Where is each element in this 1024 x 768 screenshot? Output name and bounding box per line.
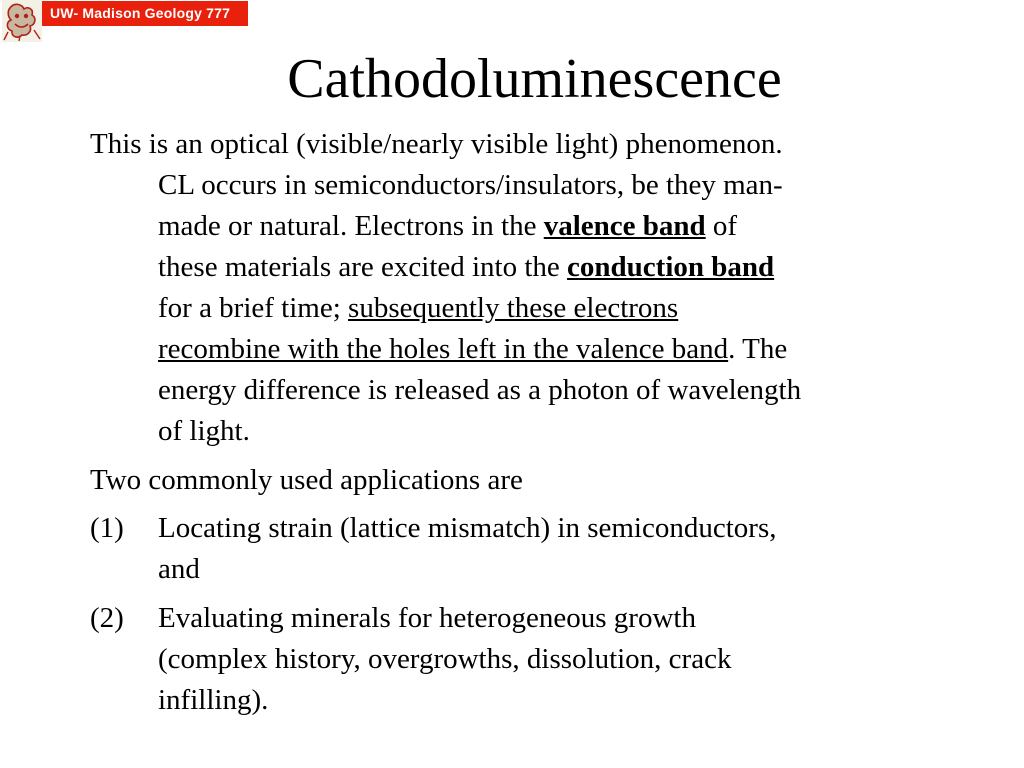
conduction-band-term: conduction band <box>567 251 775 283</box>
applications-lead-text: Two commonly used applications are <box>90 464 523 496</box>
intro-line-5-text: for a brief time; <box>158 292 349 324</box>
intro-line-3-tail: of <box>705 210 738 242</box>
intro-line-7: energy difference is released as a photon of wavelength <box>158 374 802 406</box>
intro-line-4 <box>90 247 801 288</box>
list-item-number: (2) <box>90 602 124 634</box>
course-logo-banner: UW- Madison Geology 777 <box>42 1 248 26</box>
list-item <box>90 508 777 590</box>
intro-line-2: CL occurs in semiconductors/insulators, be they man- <box>158 169 783 201</box>
list-item-line-2: and <box>158 553 200 585</box>
slide-title: Cathodoluminescence <box>287 48 782 110</box>
list-item-line-2: (complex history, overgrowths, dissolution, crack <box>158 643 732 675</box>
intro-line-6-tail: . The <box>728 333 788 365</box>
intro-line-8: of light. <box>158 415 250 447</box>
intro-paragraph <box>90 124 801 452</box>
list-item <box>90 598 731 721</box>
intro-line-4-text: these materials are excited into the <box>158 251 568 283</box>
list-item-number: (1) <box>90 512 124 544</box>
list-item-line-3: infilling). <box>158 684 269 716</box>
valence-band-term: valence band <box>543 210 706 242</box>
intro-line-3 <box>90 206 801 247</box>
badger-mascot-icon <box>2 0 42 42</box>
recombination-phrase-part1: subsequently these electrons <box>348 292 679 324</box>
applications-lead <box>90 460 523 501</box>
intro-line-6 <box>90 329 801 370</box>
intro-line-5 <box>90 288 801 329</box>
recombination-phrase-part2: recombine with the holes left in the valence band <box>158 333 729 365</box>
intro-line-1: This is an optical (visible/nearly visible light) phenomenon. <box>90 128 783 160</box>
list-item-line-1: Locating strain (lattice mismatch) in semiconductors, <box>158 512 777 544</box>
intro-line-3-text: made or natural. Electrons in the <box>158 210 544 242</box>
list-item-line-1: Evaluating minerals for heterogeneous growth <box>158 602 696 634</box>
